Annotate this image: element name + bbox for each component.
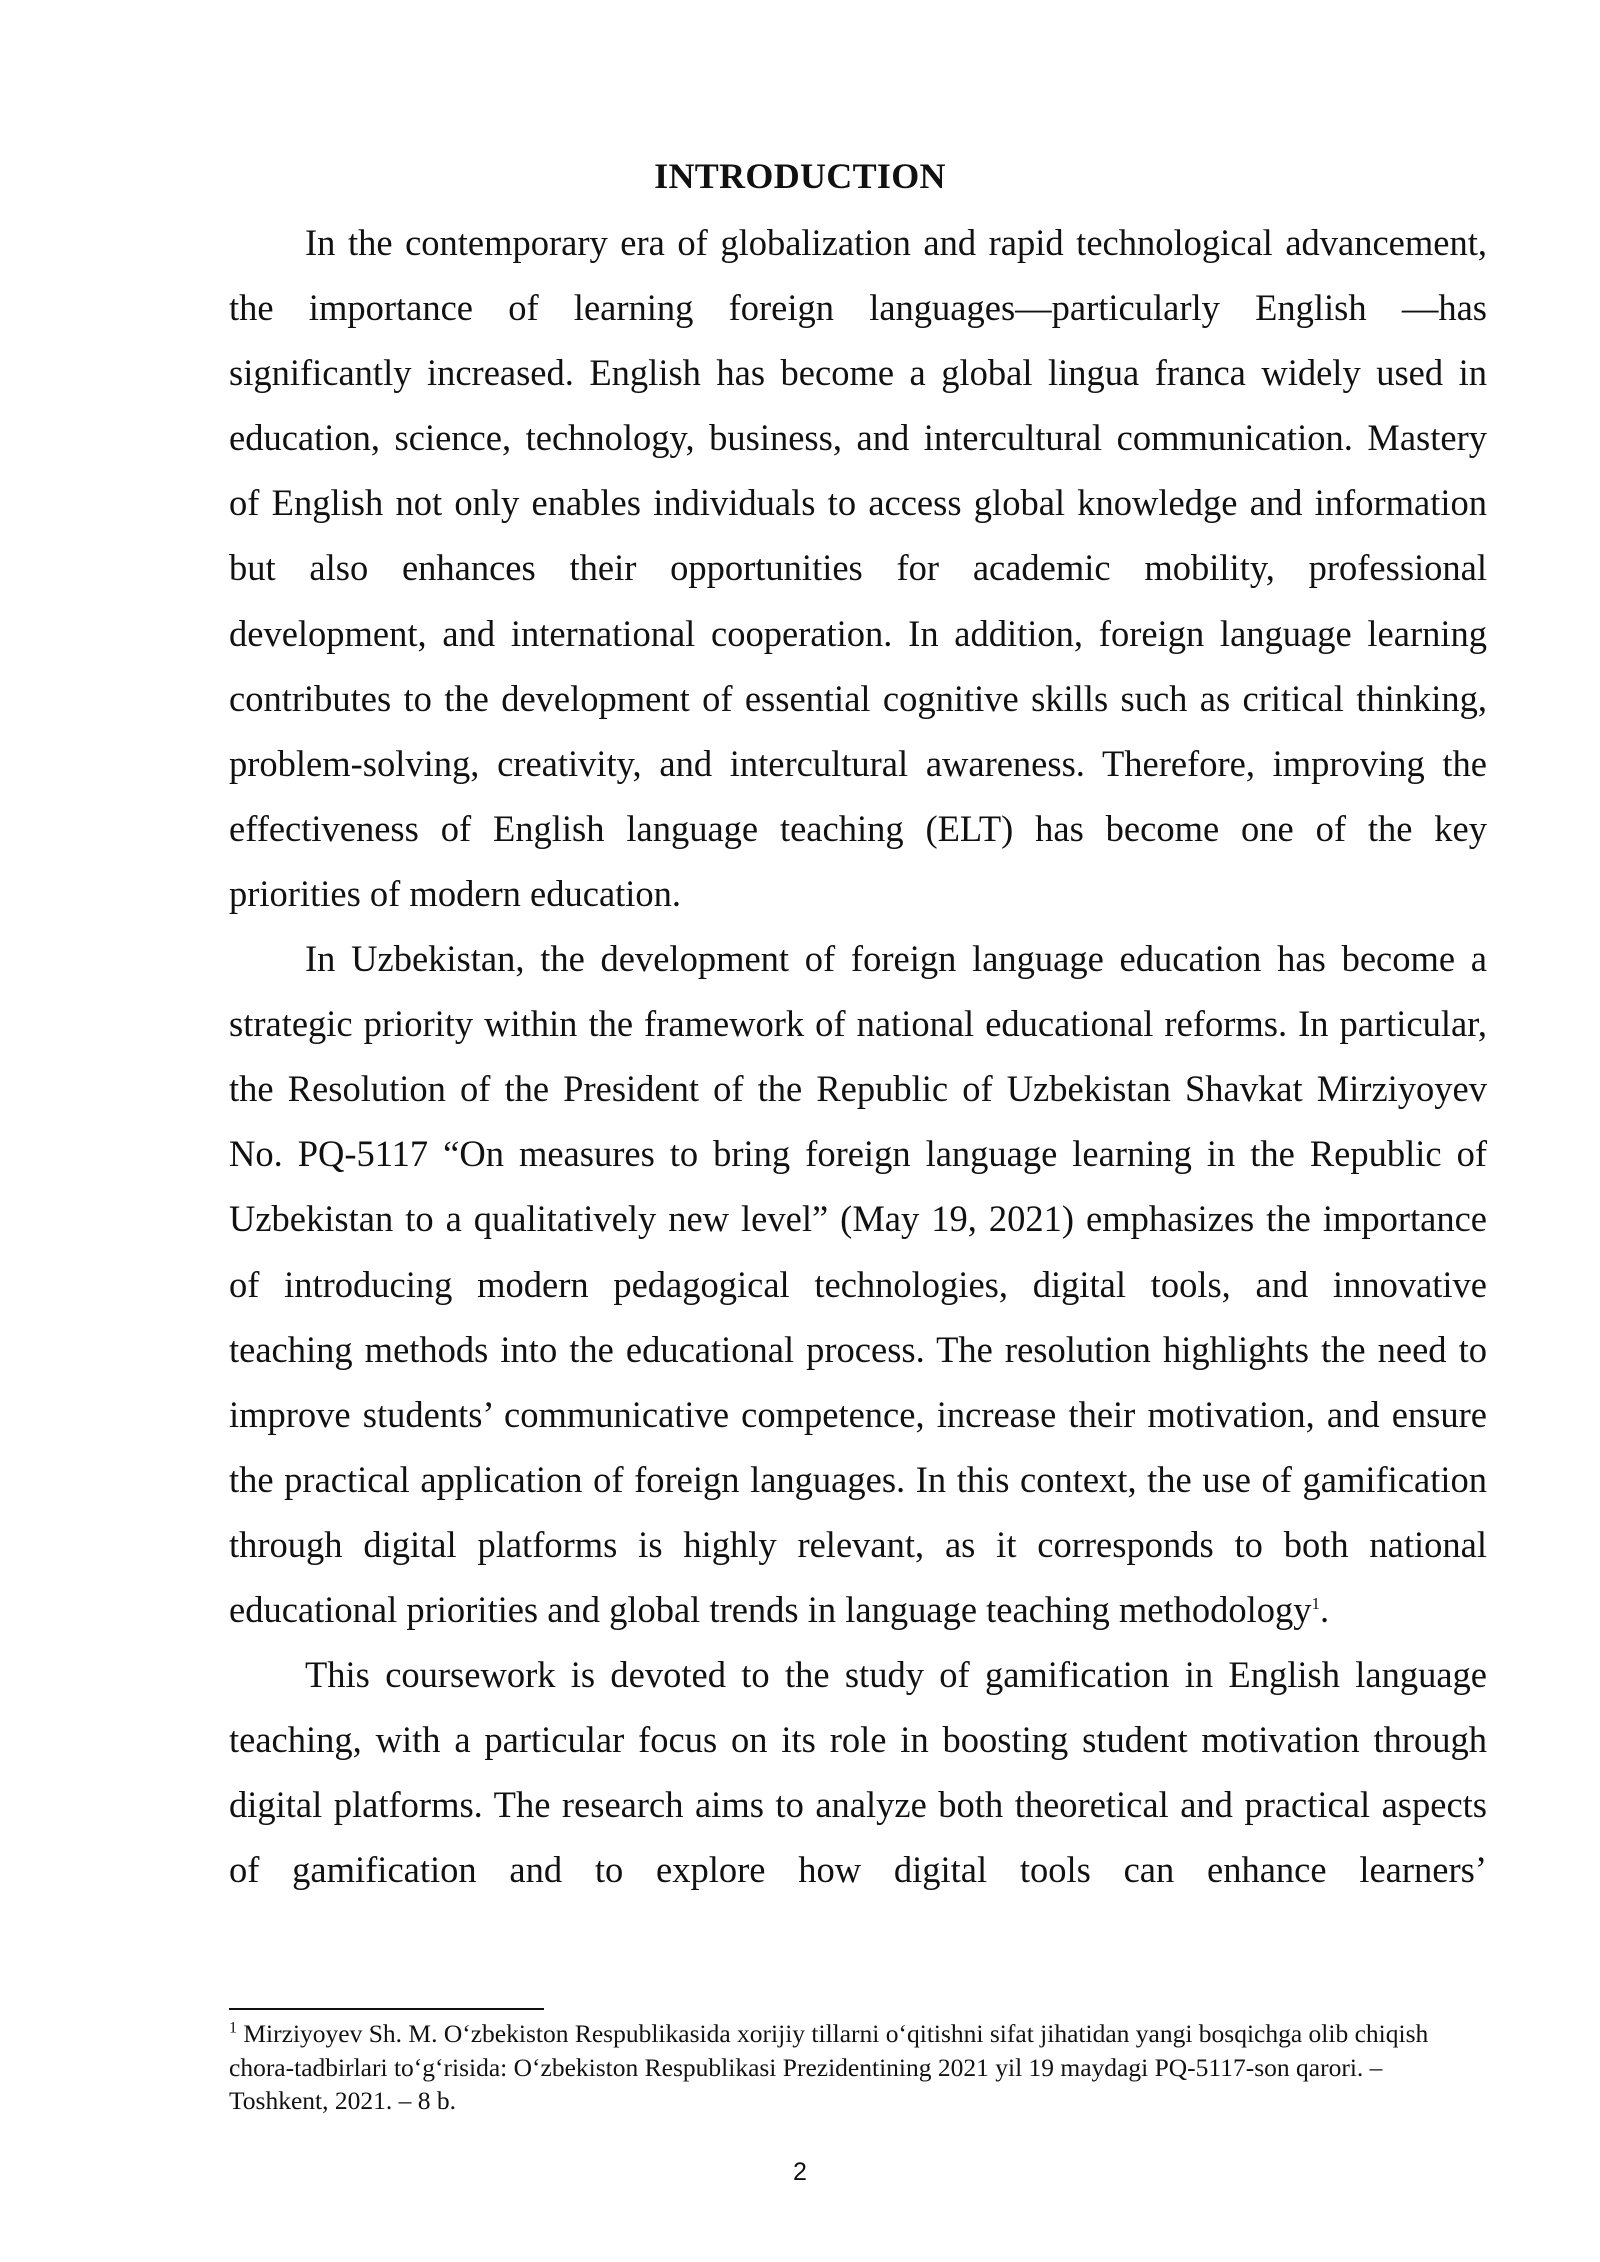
page-number: 2 xyxy=(793,2158,807,2186)
paragraph-2-end: . xyxy=(1320,1588,1330,1630)
body-text xyxy=(229,210,1487,1902)
paragraph-2-text: In Uzbekistan, the development of foreign language education has become a strategic priority within the framework of national educational reforms. In particular, the Resolution of the President of the Republic of Uzbekistan Shavkat Mirziyoyev No. PQ-5117 “On measures to bring foreign language learning in the Republic of Uzbekistan to a qualitatively new level” (May 19, 2021) emphasizes the importance of introducing modern pedagogical technologies, digital tools, and innovative teaching methods into the educational process. The resolution highlights the need to improve students’ communicative competence, increase their motivation, and ensure the practical application of foreign languages. In this context, the use of gamification through digital platforms is highly relevant, as it corresponds to both national educational priorities and global trends in language teaching methodology xyxy=(229,938,1487,1630)
footnote-reference[interactable]: 1 xyxy=(1311,1593,1321,1613)
footnote-separator xyxy=(229,2008,544,2010)
paragraph-3: This coursework is devoted to the study of gamification in English language teaching, with a particular focus on its role in boosting student motivation through digital platforms. The research aims to analyze both theoretical and practical aspects of gamification and to explore how digital tools can enhance learners’ xyxy=(229,1654,1487,1891)
paragraph-2 xyxy=(229,926,1487,1642)
footnote-text: Mirziyoyev Sh. M. O‘zbekiston Respublikasida xorijiy tillarni o‘qitishni sifat jihatidan yangi bosqichga olib chiqish chora-tadbirlari to‘g‘risida: O‘zbekiston Respublikasi Prezidentining 2021 yil 19 maydagi PQ-5117-son qarori. – Toshkent, 2021. – 8 b. xyxy=(229,2019,1429,2115)
footnote-marker: 1 xyxy=(229,2019,237,2037)
section-heading: INTRODUCTION xyxy=(654,156,946,196)
footnote xyxy=(229,2017,1487,2118)
paragraph-1: In the contemporary era of globalization and rapid technological advancement, the importance of learning foreign languages—particularly English —has significantly increased. English has become a global lingua franca widely used in education, science, technology, business, and intercultural communication. Mastery of English not only enables individuals to access global knowledge and information but also enhances their opportunities for academic mobility, professional development, and international cooperation. In addition, foreign language learning contributes to the development of essential cognitive skills such as critical thinking, problem-solving, creativity, and intercultural awareness. Therefore, improving the effectiveness of English language teaching (ELT) has become one of the key priorities of modern education. xyxy=(229,222,1487,914)
